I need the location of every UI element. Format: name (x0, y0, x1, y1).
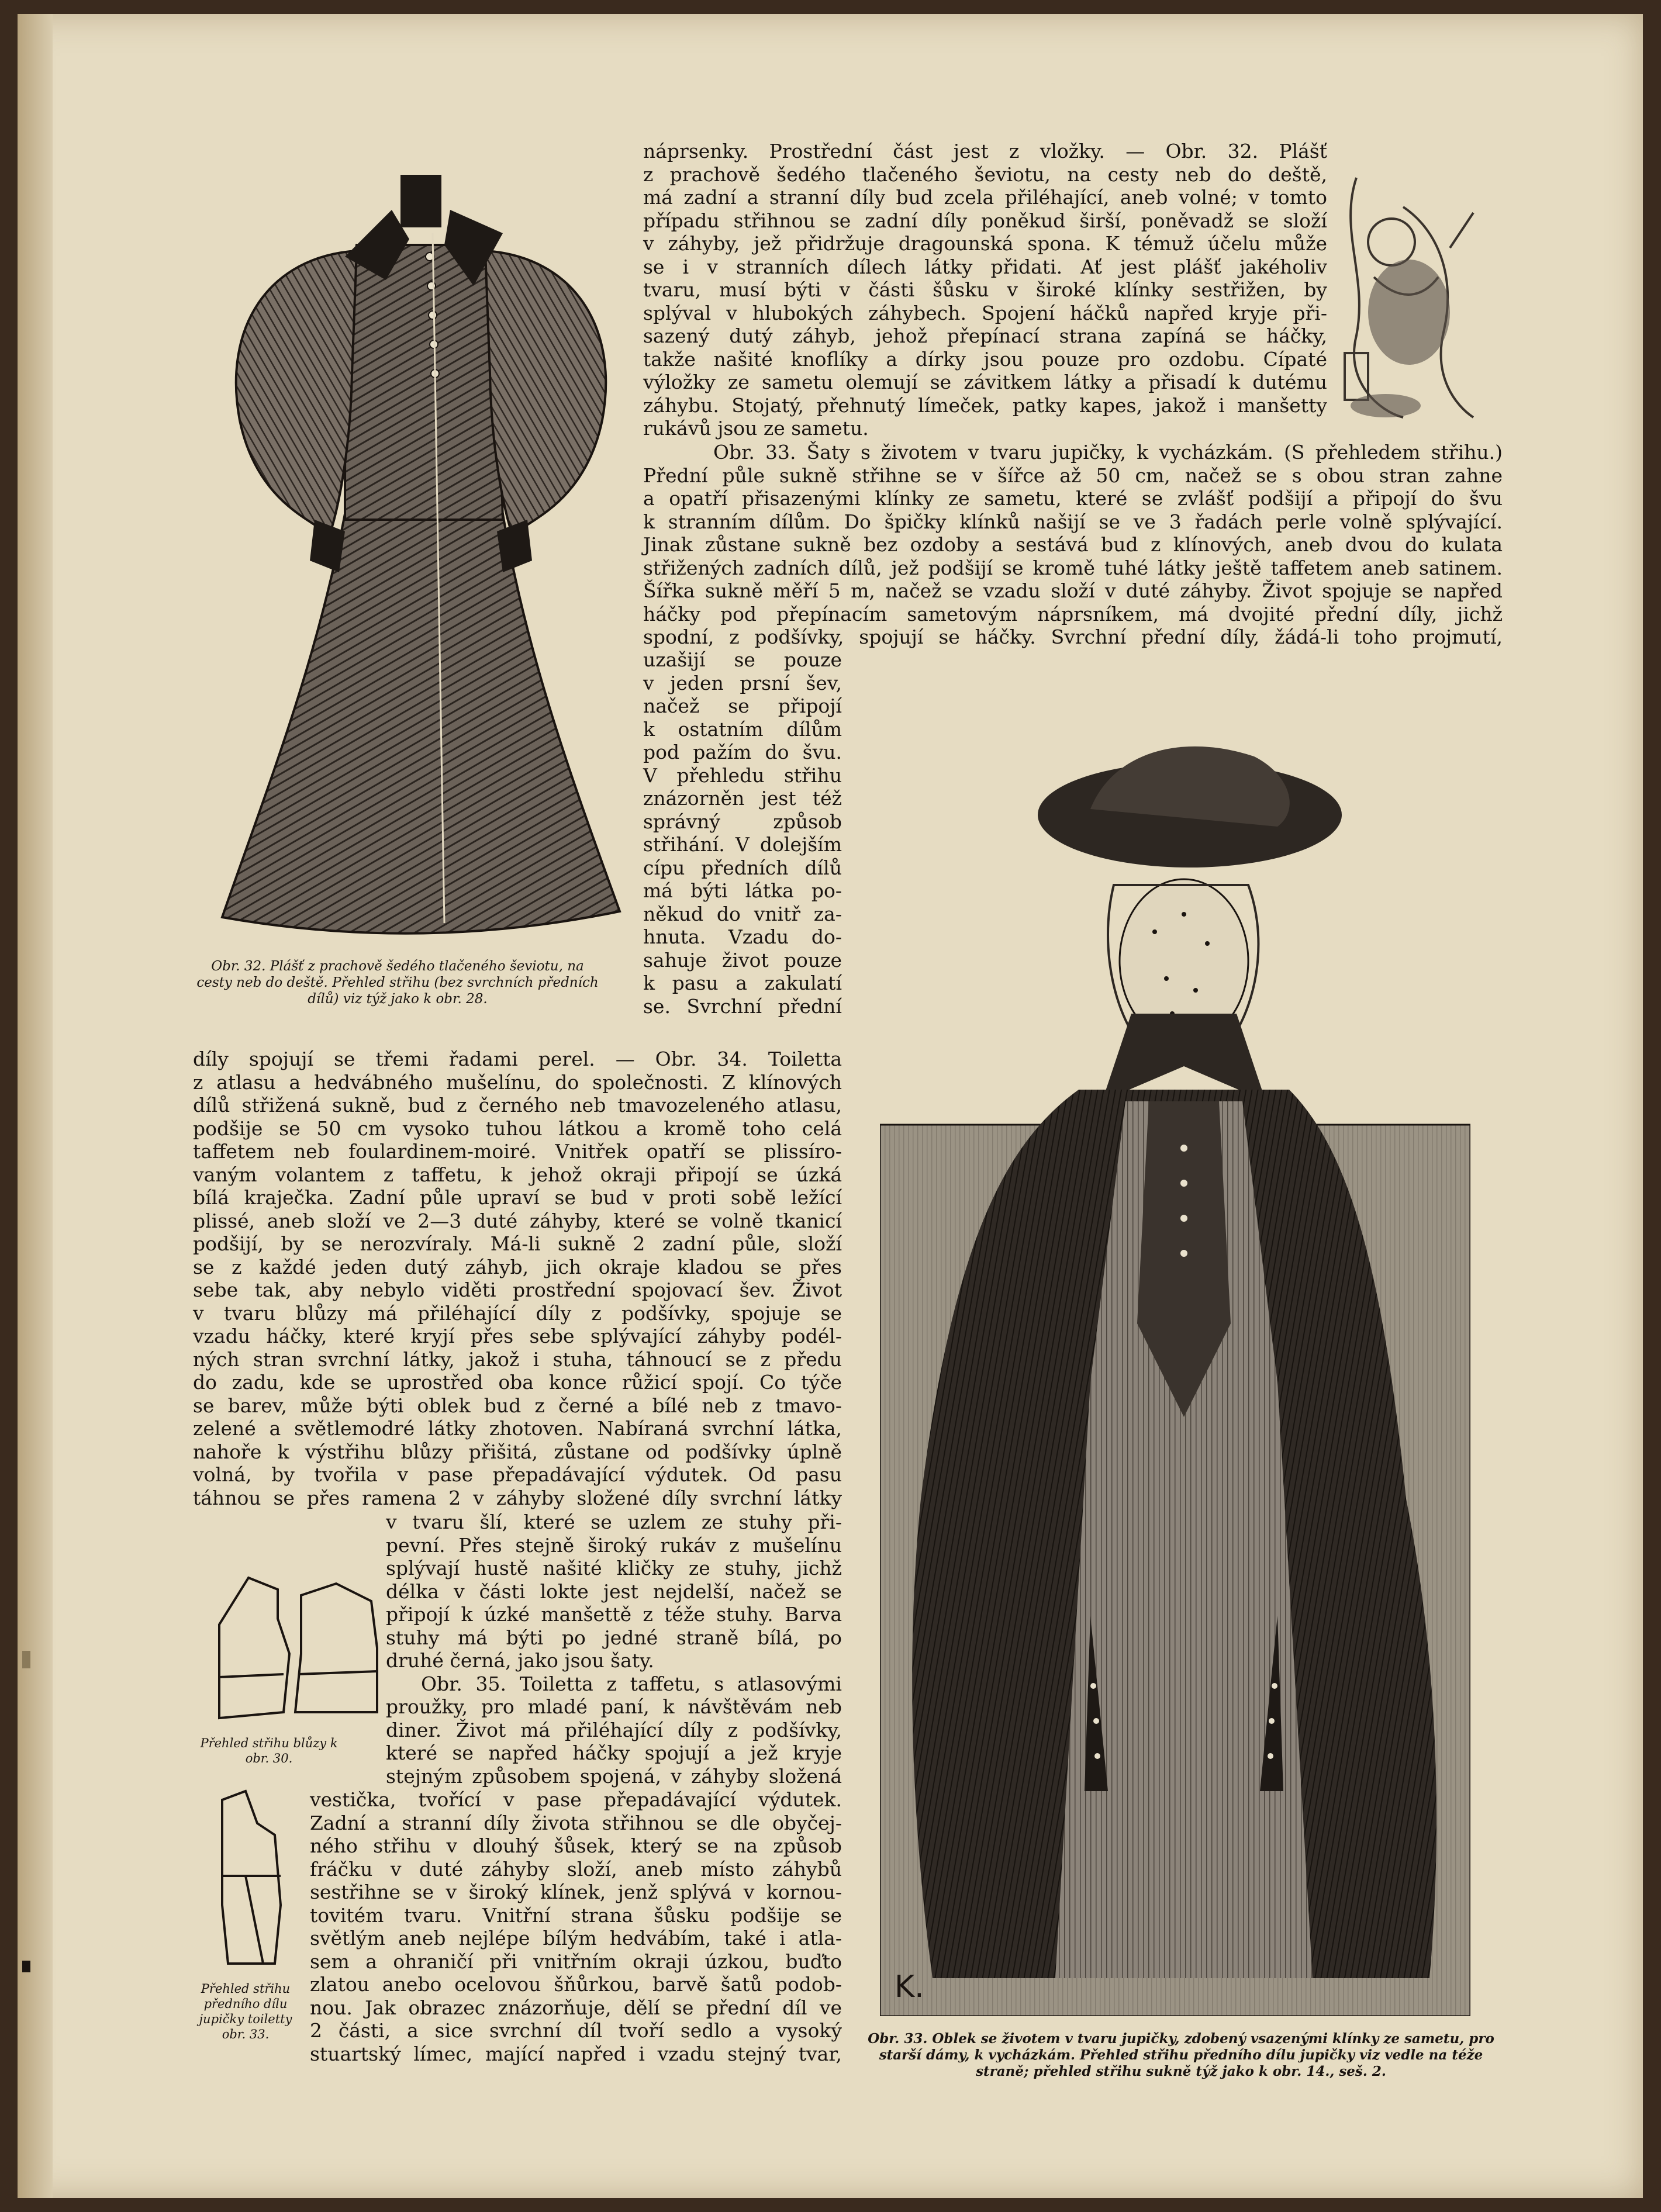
text-line: ného střihu v dlouhý šůsek, který se na způsob (310, 1834, 842, 1857)
text-line: bílá kraječka. Zadní půle upraví se bud v proti sobě ležící (193, 1186, 842, 1209)
text-indent2-block (292, 1788, 842, 2065)
text-line: Přední půle sukně střihne se v šířce až 50 cm, načež se s obou stran zahne (643, 464, 1503, 487)
text-line: střižených zadních dílů, jež podšijí se kromě tuhé látky ještě taffetem aneb satinem. (643, 556, 1503, 579)
text-line: k ostatním dílům (643, 717, 842, 741)
text-line: má zadní a stranní díly bud zcela přiléhající, aneb volné; v tomto (643, 186, 1327, 209)
coat-illustration-fig32 (199, 140, 643, 952)
text-line: fráčku v duté záhyby složí, aneb místo záhybů (310, 1857, 842, 1881)
text-line: k stranním dílům. Do špičky klínků našijí se ve 3 řadách perle volně splývající. (643, 510, 1503, 533)
text-line: uzašijí se pouze (643, 648, 842, 671)
text-wide-block (643, 441, 1503, 649)
text-line: splýval v hlubokých záhybech. Spojení háčků napřed kryje při- (643, 301, 1327, 324)
text-top-block (643, 140, 1327, 440)
blouse-pattern-caption: Přehled střihu blůzy k obr. 30. (200, 1736, 338, 1765)
text-line: zlatou anebo ocelovou šňůrkou, barvě šatů podob- (310, 1973, 842, 1996)
text-line: nou. Jak obrazec znázorňuje, dělí se přední díl ve (310, 1996, 842, 2019)
text-line: vaným volantem z taffetu, k jehož okraji připojí se úzká (193, 1163, 842, 1186)
fig33-caption: Obr. 33. Oblek se životem v tvaru jupičky, zdobený vsazenými klínky ze sametu, pro starší dámy, k vycházkám. Přehled střihu předního dílu jupičky viz vedle na téže straně; přehled střihu sukně týž jako k obr. 14., seš. 2. (868, 2031, 1494, 2079)
text-indent1-block (386, 1511, 842, 1788)
text-line: Šířka sukně měří 5 m, načež se vzadu složí v duté záhyby. Život spojuje se napřed (643, 579, 1503, 602)
text-line: volná, by tvořila v pase přepadávající výdutek. Od pasu (193, 1463, 842, 1486)
text-line: a opatří přisazenými klínky ze sametu, které se zvlášť podšijí a připojí do švu (643, 487, 1503, 510)
text-line: splývají hustě našité kličky ze stuhy, jichž (386, 1557, 842, 1579)
text-line: sahuje život pouze (643, 948, 842, 972)
text-line: které se napřed háčky spojují a jež kryje (386, 1741, 842, 1764)
text-line: v jeden prsní šev, (643, 671, 842, 694)
text-line: správný způsob (643, 810, 842, 833)
text-line: z atlasu a hedvábného mušelínu, do společnosti. Z klínových (193, 1070, 842, 1094)
text-line: načež se připojí (643, 694, 842, 717)
text-line: plissé, aneb složí ve 2—3 duté záhyby, které se volně tkanicí (193, 1209, 842, 1232)
text-line: v záhyby, jež přidržuje dragounská spona. K témuž účelu může (643, 232, 1327, 255)
decorative-vignette (1321, 160, 1485, 435)
text-line: V přehledu střihu (643, 763, 842, 787)
text-line: 2 části, a sice svrchní díl tvoří sedlo a vysoký (310, 2019, 842, 2042)
text-line: k pasu a zakulatí (643, 972, 842, 994)
text-line: vzadu háčky, které kryjí přes sebe splývající záhyby podél- (193, 1325, 842, 1347)
text-line: se i v stranních dílech látky přidati. Ať jest plášť jakéholiv (643, 255, 1327, 278)
text-line: ných stran svrchní látky, jakož i stuha, táhnoucí se z předu (193, 1347, 842, 1371)
text-line: podšijí, by se nerozvíraly. Má-li sukně 2 zadní půle, složí (193, 1232, 842, 1255)
text-line: pod pažím do švu. (643, 741, 842, 763)
text-line: sestřihne se v široký klínek, jenž splývá v kornou- (310, 1881, 842, 1903)
text-narrow-block (643, 648, 842, 1018)
text-line: světlým aneb nejlépe bílým hedvábím, také i atla- (310, 1927, 842, 1950)
text-line: sebe tak, aby nebylo viděti prostřední spojovací šev. Život (193, 1278, 842, 1301)
artist-mark: K. (895, 1969, 924, 2004)
text-line: taffetem neb foulardinem-moiré. Vnitřek opatří se plissíro- (193, 1140, 842, 1163)
text-line: rukávů jsou ze sametu. (643, 417, 869, 440)
text-line: případu střihnou se zadní díly poněkud širší, poněvadž se složí (643, 209, 1327, 232)
text-line: nahoře k výstřihu blůzy přišitá, zůstane od podšívky úplně (193, 1440, 842, 1463)
text-line: Zadní a stranní díly života střihnou se dle obyčej- (310, 1811, 842, 1834)
text-line: takže našité knoflíky a dírky jsou pouze pro ozdobu. Cípaté (643, 347, 1327, 371)
text-line: Obr. 33. Šaty s životem v tvaru jupičky, k vycházkám. (S přehledem střihu.) (713, 441, 1503, 464)
text-left-block (193, 1048, 842, 1509)
text-line: tvaru, musí býti v části šůsku v široké klínky sestřižen, by (643, 278, 1327, 301)
text-line: proužky, pro mladé paní, k návštěvám neb (386, 1695, 842, 1718)
text-line: podšije se 50 cm vysoko tuhou látkou a kromě toho celá (193, 1117, 842, 1140)
magazine-page (18, 14, 1643, 2198)
text-line: sem a ohraničí při vnitřním okraji úzkou, buďto (310, 1950, 842, 1973)
text-line: táhnou se přes ramena 2 v záhyby složené díly svrchní látky (193, 1486, 842, 1509)
jacket-pattern-caption: Přehled střihu předního dílu jupičky toiletty obr. 33. (199, 1982, 292, 2041)
cape-illustration-fig33 (880, 739, 1470, 2016)
text-line: střihání. V dolejším (643, 833, 842, 856)
text-line: zelené a světlemodré látky zhotoven. Nabíraná svrchní látka, (193, 1417, 842, 1440)
text-line: háčky pod přepínacím sametovým náprsníkem, má dvojité přední díly, jichž (643, 602, 1503, 625)
text-line: Obr. 35. Toiletta z taffetu, s atlasovými (421, 1672, 842, 1695)
text-line: vestička, tvořící v pase přepadávající výdutek. (310, 1788, 842, 1811)
text-line: se. Svrchní přední (643, 994, 842, 1018)
text-line: v tvaru šlí, které se uzlem ze stuhy při- (386, 1511, 842, 1533)
jacket-front-pattern-diagram (210, 1788, 304, 1975)
text-line: diner. Život má přiléhající díly z podšívky, (386, 1718, 842, 1741)
text-line: sazený dutý záhyb, jehož přepínací strana zapíná se háčky, (643, 324, 1327, 347)
text-line: stuartský límec, mající napřed i vzadu stejný tvar, (310, 2042, 842, 2065)
text-line: někud do vnitř za- (643, 902, 842, 925)
text-line: záhybu. Stojatý, přehnutý límeček, patky kapes, jakož i manšetty (643, 393, 1327, 417)
text-line: Jinak zůstane sukně bez ozdoby a sestává bud z klínových, aneb dvou do kulata (643, 533, 1503, 556)
text-line: výložky ze sametu olemují se závitkem látky a přisadí k dutému (643, 371, 1327, 393)
text-line: připojí k úzké manšettě z téže stuhy. Barva (386, 1603, 842, 1626)
blouse-pattern-diagram (202, 1572, 383, 1730)
text-line: se barev, může býti oblek bud z černé a bílé neb z tmavo- (193, 1394, 842, 1417)
text-line: znázorněn jest též (643, 787, 842, 810)
text-line: pevní. Přes stejně široký rukáv z mušelínu (386, 1533, 842, 1557)
text-line: se z každé jeden dutý záhyb, jich okraje kladou se přes (193, 1255, 842, 1278)
text-line: stejným způsobem spojená, v záhyby složená (386, 1764, 842, 1788)
text-line: z prachově šedého tlačeného ševiotu, na cesty neb do deště, (643, 163, 1327, 186)
fig32-caption: Obr. 32. Plášť z prachově šedého tlačeného ševiotu, na cesty neb do deště. Přehled střihu (bez svrchních předních dílů) viz týž jako k obr. 28. (196, 959, 599, 1007)
text-line: do zadu, kde se uprostřed oba konce růžicí spojí. Co týče (193, 1371, 842, 1394)
text-line: v tvaru blůzy má přiléhající díly z podšívky, spojuje se (193, 1301, 842, 1325)
page-edge-marks (22, 1651, 30, 1972)
text-line: hnuta. Vzadu do- (643, 925, 842, 948)
text-line: délka v části lokte jest nejdelší, načež se (386, 1579, 842, 1603)
text-line: dílů střižená sukně, bud z černého neb tmavozeleného atlasu, (193, 1094, 842, 1117)
text-line: cípu předních dílů (643, 856, 842, 879)
text-line: stuhy má býti po jedné straně bílá, po (386, 1626, 842, 1649)
text-line: má býti látka po- (643, 879, 842, 902)
text-line: spodní, z podšívky, spojují se háčky. Svrchní přední díly, žádá-li toho projmutí, (643, 625, 1503, 648)
text-line: tovitém tvaru. Vnitřní strana šůsku podšije se (310, 1903, 842, 1927)
text-line: náprsenky. Prostřední část jest z vložky. — Obr. 32. Plášť (643, 140, 1327, 163)
text-line: díly spojují se třemi řadami perel. — Obr. 34. Toiletta (193, 1048, 842, 1070)
text-line: druhé černá, jako jsou šaty. (386, 1649, 654, 1672)
